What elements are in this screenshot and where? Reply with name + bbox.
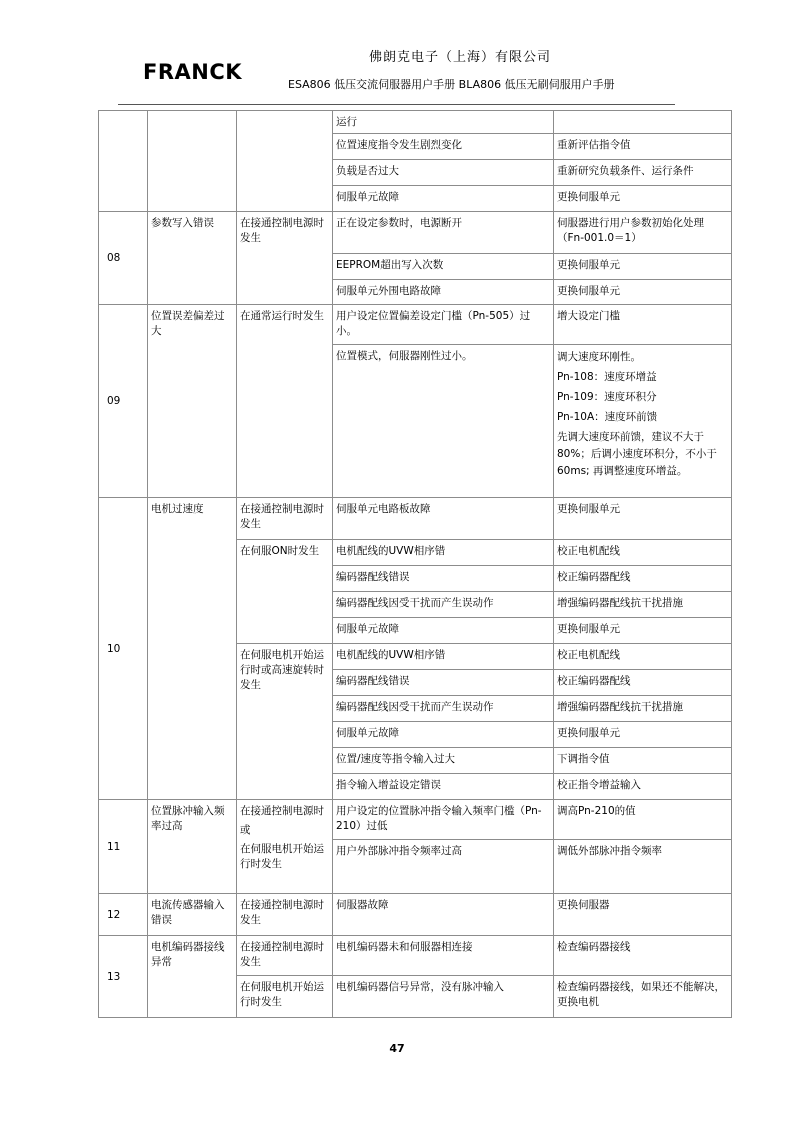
cause-cell: 电机编码器未和伺服器相连接 [333, 936, 554, 976]
cause-cell: 伺服器故障 [333, 894, 554, 936]
solution-line: Pn-109：速度环积分 [557, 391, 657, 403]
solution-cell: 更换伺服器 [554, 894, 732, 936]
table-row [99, 894, 732, 936]
cause-cell: EEPROM超出写入次数 [333, 254, 554, 280]
table-row [99, 305, 732, 345]
alarm-name: 参数写入错误 [148, 212, 237, 305]
solution-cell: 更换伺服单元 [554, 186, 732, 212]
solution-cell: 更换伺服单元 [554, 280, 732, 305]
alarm-code: 10 [99, 498, 148, 800]
condition-cell [237, 111, 333, 212]
alarm-condition: 在接通控制电源时发生 [237, 212, 333, 305]
cause-cell: 运行 [333, 111, 554, 134]
solution-cell: 更换伺服单元 [554, 254, 732, 280]
cause-cell: 伺服单元外围电路故障 [333, 280, 554, 305]
solution-cell: 增强编码器配线抗干扰措施 [554, 592, 732, 618]
solution-cell: 校正编码器配线 [554, 670, 732, 696]
solution-cell: 下调指令值 [554, 748, 732, 774]
table-row [99, 111, 732, 134]
solution-cell: 调低外部脉冲指令频率 [554, 840, 732, 894]
cause-cell: 电机配线的UVW相序错 [333, 540, 554, 566]
cause-cell: 编码器配线错误 [333, 566, 554, 592]
alarm-condition: 在接通控制电源时发生 [237, 498, 333, 540]
table-row [99, 936, 732, 976]
code-cell [99, 111, 148, 212]
cause-cell: 指令输入增益设定错误 [333, 774, 554, 800]
cause-cell: 伺服单元故障 [333, 186, 554, 212]
name-cell [148, 111, 237, 212]
alarm-name: 电机过速度 [148, 498, 237, 800]
alarm-code: 09 [99, 305, 148, 498]
alarm-condition: 在伺服电机开始运行时发生 [237, 976, 333, 1018]
solution-cell [554, 345, 732, 498]
cause-cell: 伺服单元故障 [333, 618, 554, 644]
solution-cell [554, 111, 732, 134]
solution-line: 调大速度环刚性。 [557, 351, 641, 363]
solution-cell: 调高Pn-210的值 [554, 800, 732, 840]
cause-cell: 伺服单元故障 [333, 722, 554, 748]
cause-cell: 负载是否过大 [333, 160, 554, 186]
condition-line: 在伺服电机开始运行时发生 [240, 843, 324, 870]
solution-cell: 校正指令增益输入 [554, 774, 732, 800]
table-row [99, 800, 732, 840]
page-number: 47 [389, 1042, 405, 1055]
cause-cell: 用户设定的位置脉冲指令输入频率门槛（Pn-210）过低 [333, 800, 554, 840]
cause-cell: 正在设定参数时，电源断开 [333, 212, 554, 254]
solution-line: Pn-10A：速度环前馈 [557, 411, 658, 423]
solution-line: 先调大速度环前馈，建议不大于80%；后调小速度环积分，不小于60ms; 再调整速度环增益。 [557, 431, 717, 477]
solution-cell: 更换伺服单元 [554, 618, 732, 644]
cause-cell: 伺服单元电路板故障 [333, 498, 554, 540]
cause-cell: 编码器配线因受干扰而产生误动作 [333, 592, 554, 618]
cause-cell: 编码器配线因受干扰而产生误动作 [333, 696, 554, 722]
alarm-code: 08 [99, 212, 148, 305]
alarm-condition: 在接通控制电源时发生 [237, 894, 333, 936]
alarm-name: 电机编码器接线异常 [148, 936, 237, 1018]
solution-cell: 校正编码器配线 [554, 566, 732, 592]
company-logo: FRANCK [143, 60, 243, 84]
cause-cell: 位置速度指令发生剧烈变化 [333, 134, 554, 160]
fault-table [98, 110, 732, 1018]
company-name: 佛朗克电子（上海）有限公司 [368, 50, 551, 65]
cause-cell: 位置模式，伺服器刚性过小。 [333, 345, 554, 498]
header-divider [118, 104, 675, 105]
solution-cell: 检查编码器接线 [554, 936, 732, 976]
alarm-code: 13 [99, 936, 148, 1018]
alarm-condition: 在伺服电机开始运行时或高速旋转时发生 [237, 644, 333, 800]
solution-cell: 重新研究负载条件、运行条件 [554, 160, 732, 186]
alarm-condition: 在伺服ON时发生 [237, 540, 333, 644]
alarm-condition: 在通常运行时发生 [237, 305, 333, 498]
solution-cell: 增大设定门槛 [554, 305, 732, 345]
alarm-code: 12 [99, 894, 148, 936]
cause-cell: 位置/速度等指令输入过大 [333, 748, 554, 774]
manual-title: ESA806 低压交流伺服器用户手册 BLA806 低压无刷伺服用户手册 [288, 78, 615, 91]
condition-line: 或 [240, 824, 251, 836]
solution-cell: 检查编码器接线，如果还不能解决，更换电机 [554, 976, 732, 1018]
solution-cell: 增强编码器配线抗干扰措施 [554, 696, 732, 722]
table-row [99, 498, 732, 540]
solution-cell: 校正电机配线 [554, 540, 732, 566]
cause-cell: 电机配线的UVW相序错 [333, 644, 554, 670]
solution-line: Pn-108：速度环增益 [557, 371, 657, 383]
alarm-code: 11 [99, 800, 148, 894]
condition-line: 在接通控制电源时 [240, 805, 324, 817]
solution-cell: 伺服器进行用户参数初始化处理（Fn-001.0＝1） [554, 212, 732, 254]
table-row [99, 212, 732, 254]
cause-cell: 电机编码器信号异常，没有脉冲输入 [333, 976, 554, 1018]
solution-cell: 重新评估指令值 [554, 134, 732, 160]
cause-cell: 用户外部脉冲指令频率过高 [333, 840, 554, 894]
solution-cell: 更换伺服单元 [554, 722, 732, 748]
alarm-name: 电流传感器输入错误 [148, 894, 237, 936]
cause-cell: 用户设定位置偏差设定门槛（Pn-505）过小。 [333, 305, 554, 345]
alarm-name: 位置误差偏差过大 [148, 305, 237, 498]
alarm-condition: 在接通控制电源时发生 [237, 936, 333, 976]
cause-cell: 编码器配线错误 [333, 670, 554, 696]
solution-cell: 校正电机配线 [554, 644, 732, 670]
solution-cell: 更换伺服单元 [554, 498, 732, 540]
alarm-name: 位置脉冲输入频率过高 [148, 800, 237, 894]
alarm-condition [237, 800, 333, 894]
